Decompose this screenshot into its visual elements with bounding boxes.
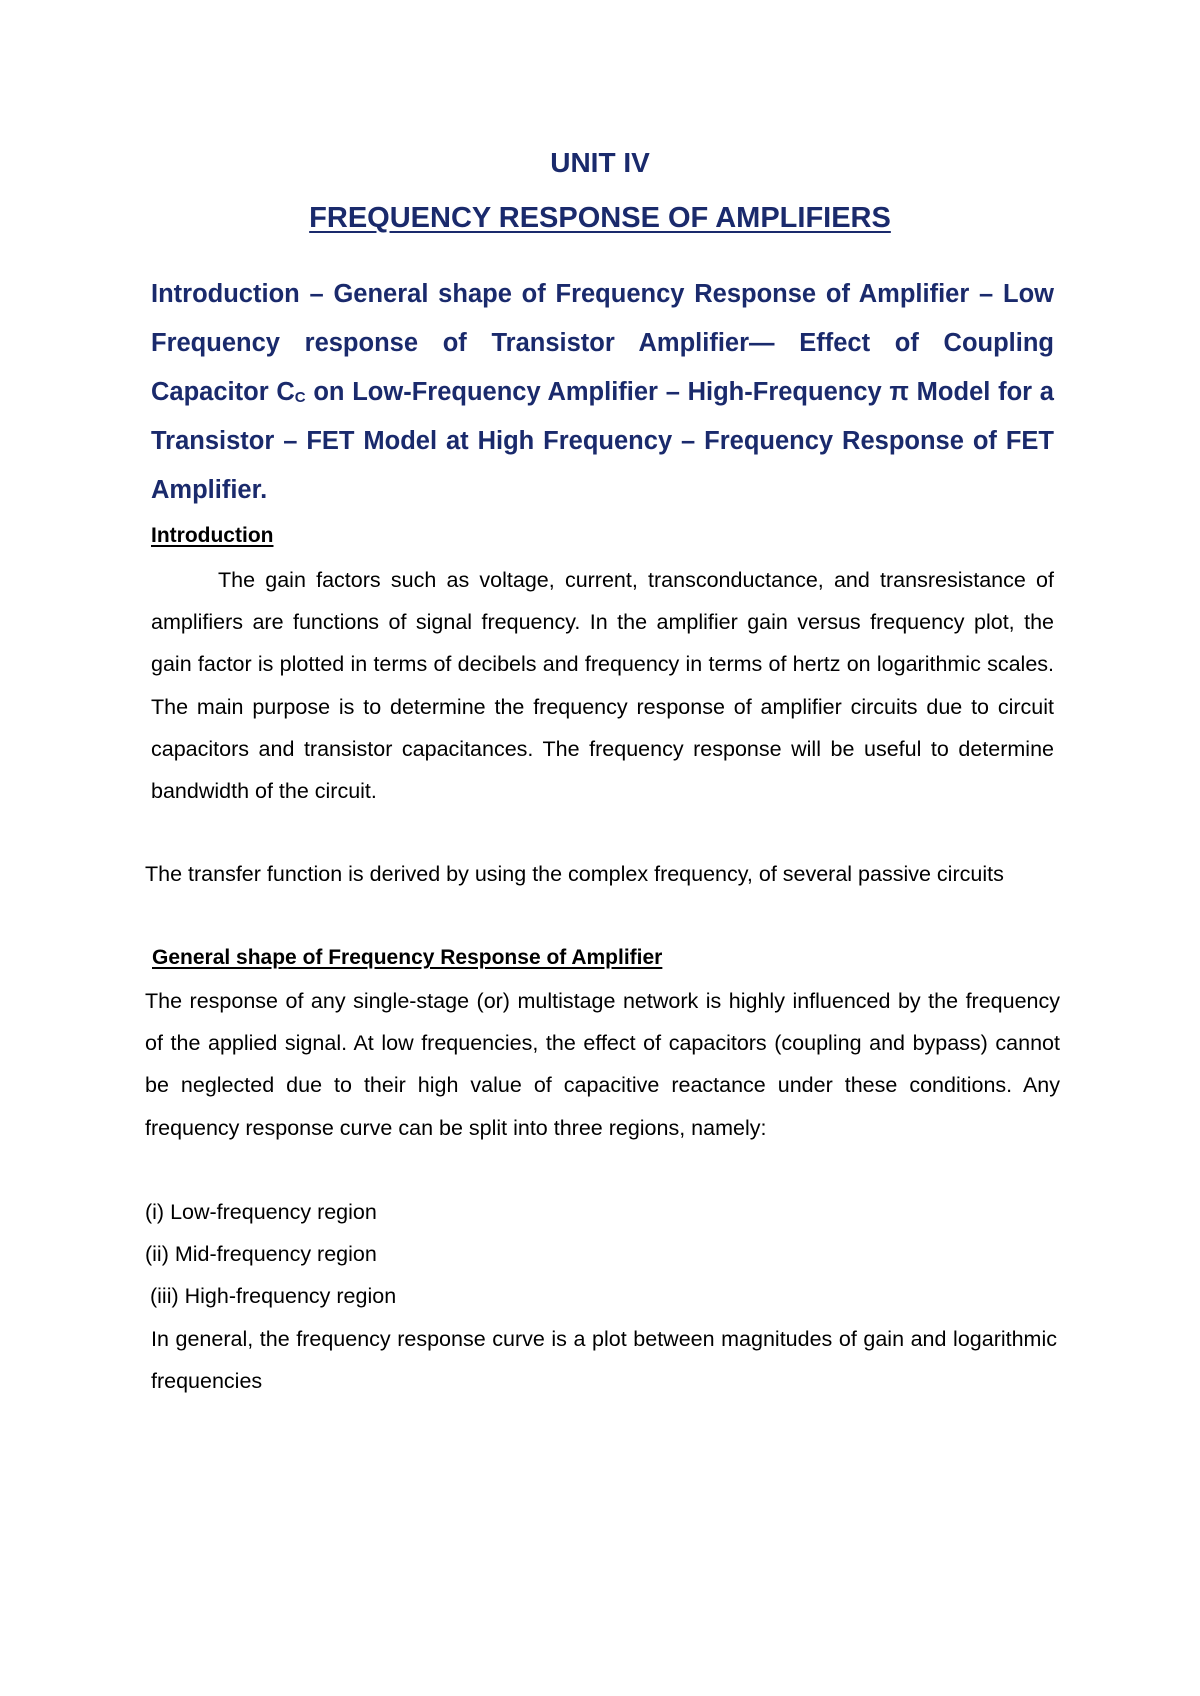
region-item-mid: (ii) Mid-frequency region: [145, 1242, 377, 1266]
introduction-heading: Introduction: [151, 524, 274, 547]
syllabus-text-end: on Low-Frequency Amplifier – High-Frequency π Model for a Transistor – FET Model at High Frequency – Frequency Response of FET Amplifier.: [151, 378, 1054, 504]
general-shape-heading: General shape of Frequency Response of Amplifier: [152, 946, 663, 969]
page-title: FREQUENCY RESPONSE OF AMPLIFIERS: [309, 202, 891, 234]
unit-title: UNIT IV: [550, 147, 650, 178]
introduction-paragraph-1: The gain factors such as voltage, current, transconductance, and transresistance of amplifiers are functions of signal frequency. In the amplifier gain versus frequency plot, the gain factor is plotted in terms of decibels and frequency in terms of hertz on logarithmic scales. The main purpose is to determine the frequency response of amplifier circuits due to circuit capacitors and transistor capacitances. The frequency response will be useful to determine bandwidth of the circuit.: [151, 568, 1054, 804]
introduction-paragraph-2: The transfer function is derived by using the complex frequency, of several passive circuits: [145, 862, 1004, 886]
syllabus-text-start: Introduction – General shape of Frequency Response of Amplifier – Low Frequency response of Transistor Amplifier— Effect of Coupling Capacitor C: [151, 280, 1054, 406]
closing-paragraph: In general, the frequency response curve is a plot between magnitudes of gain and logarithmic frequencies: [151, 1327, 1057, 1394]
syllabus-topics: [151, 270, 1054, 515]
capacitor-subscript: C: [294, 389, 306, 406]
region-item-low: (i) Low-frequency region: [145, 1200, 377, 1224]
region-item-high: (iii) High-frequency region: [150, 1284, 397, 1308]
general-shape-paragraph: The response of any single-stage (or) multistage network is highly influenced by the frequency of the applied signal. At low frequencies, the effect of capacitors (coupling and bypass) cannot be neglected due to their high value of capacitive reactance under these conditions. Any frequency response curve can be split into three regions, namely:: [145, 989, 1060, 1140]
